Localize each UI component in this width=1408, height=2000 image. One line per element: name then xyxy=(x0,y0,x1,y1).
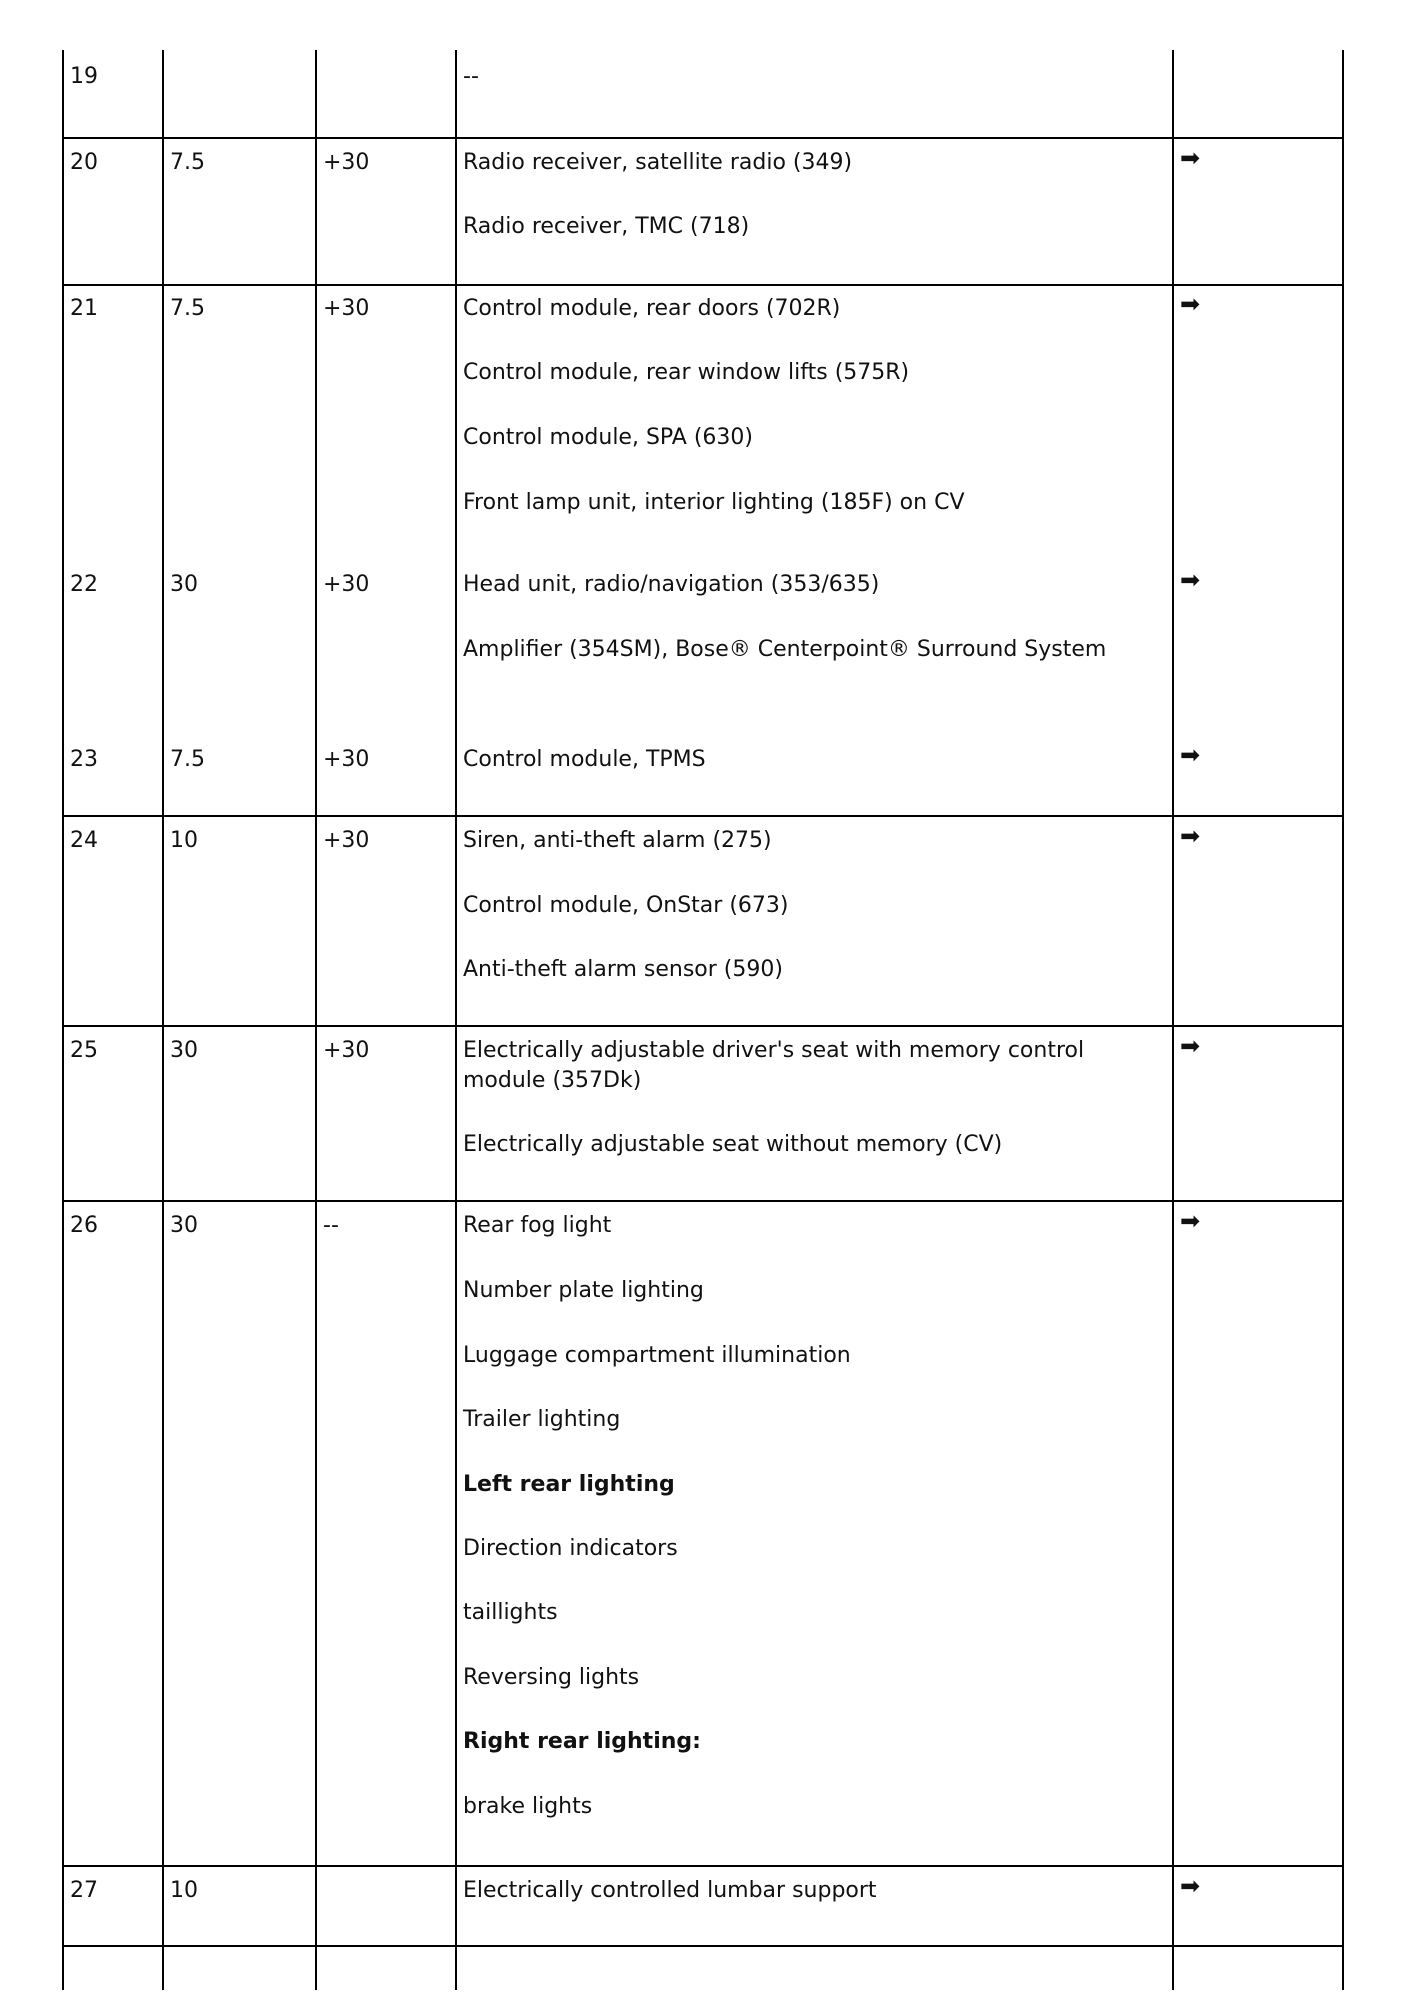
fuse-number: 26 xyxy=(70,1213,98,1238)
fuse-description: Anti-theft alarm sensor (590) xyxy=(463,957,783,982)
fuse-description: Electrically adjustable driver's seat with memory control module (357Dk) xyxy=(463,1038,1085,1093)
fuse-amperage: 10 xyxy=(170,1878,198,1903)
fuse-description: Siren, anti-theft alarm (275) xyxy=(463,828,772,853)
fuse-amperage: 7.5 xyxy=(170,747,205,772)
column-divider xyxy=(162,50,164,1990)
fuse-terminal: -- xyxy=(323,1213,339,1238)
fuse-description: Head unit, radio/navigation (353/635) xyxy=(463,572,880,597)
row-divider xyxy=(62,284,1344,286)
fuse-description: Control module, rear doors (702R) xyxy=(463,296,841,321)
right-arrow-icon[interactable]: ➡ xyxy=(1180,1032,1201,1060)
fuse-description: -- xyxy=(463,64,479,89)
fuse-number: 22 xyxy=(70,572,98,597)
fuse-number: 24 xyxy=(70,828,98,853)
fuse-amperage: 30 xyxy=(170,1213,198,1238)
right-arrow-icon[interactable]: ➡ xyxy=(1180,290,1201,318)
row-divider xyxy=(62,1025,1344,1027)
fuse-section-heading: Right rear lighting: xyxy=(463,1729,701,1754)
fuse-amperage: 30 xyxy=(170,572,198,597)
fuse-amperage: 30 xyxy=(170,1038,198,1063)
fuse-description: Control module, rear window lifts (575R) xyxy=(463,360,910,385)
row-divider xyxy=(62,1945,1344,1947)
right-arrow-icon[interactable]: ➡ xyxy=(1180,741,1201,769)
fuse-description: Direction indicators xyxy=(463,1536,678,1561)
fuse-description: Control module, TPMS xyxy=(463,747,706,772)
table-border-left xyxy=(62,50,64,1990)
table-border-right xyxy=(1342,50,1344,1990)
fuse-number: 25 xyxy=(70,1038,98,1063)
fuse-description: Front lamp unit, interior lighting (185F) on CV xyxy=(463,490,965,515)
fuse-terminal: +30 xyxy=(323,296,370,321)
right-arrow-icon[interactable]: ➡ xyxy=(1180,144,1201,172)
fuse-number: 21 xyxy=(70,296,98,321)
right-arrow-icon[interactable]: ➡ xyxy=(1180,822,1201,850)
fuse-terminal: +30 xyxy=(323,150,370,175)
fuse-amperage: 10 xyxy=(170,828,198,853)
right-arrow-icon[interactable]: ➡ xyxy=(1180,1207,1201,1235)
fuse-description: Electrically adjustable seat without memory (CV) xyxy=(463,1132,1003,1157)
fuse-description: Radio receiver, TMC (718) xyxy=(463,214,750,239)
fuse-amperage: 7.5 xyxy=(170,296,205,321)
fuse-terminal: +30 xyxy=(323,747,370,772)
row-divider xyxy=(62,1865,1344,1867)
fuse-description: Trailer lighting xyxy=(463,1407,621,1432)
fuse-description: Electrically controlled lumbar support xyxy=(463,1878,877,1903)
right-arrow-icon[interactable]: ➡ xyxy=(1180,566,1201,594)
fuse-description: brake lights xyxy=(463,1794,593,1819)
fuse-number: 19 xyxy=(70,64,98,89)
row-divider xyxy=(62,815,1344,817)
fuse-description: Rear fog light xyxy=(463,1213,612,1238)
right-arrow-icon[interactable]: ➡ xyxy=(1180,1872,1201,1900)
fuse-description: Control module, SPA (630) xyxy=(463,425,753,450)
fuse-terminal: +30 xyxy=(323,572,370,597)
fuse-description: Control module, OnStar (673) xyxy=(463,893,789,918)
column-divider xyxy=(315,50,317,1990)
column-divider xyxy=(1172,50,1174,1990)
fuse-description: Number plate lighting xyxy=(463,1278,704,1303)
row-divider xyxy=(62,137,1344,139)
fuse-description: Radio receiver, satellite radio (349) xyxy=(463,150,853,175)
fuse-number: 23 xyxy=(70,747,98,772)
column-divider xyxy=(455,50,457,1990)
fuse-amperage: 7.5 xyxy=(170,150,205,175)
row-divider xyxy=(62,1200,1344,1202)
fuse-number: 27 xyxy=(70,1878,98,1903)
fuse-number: 20 xyxy=(70,150,98,175)
fuse-terminal: +30 xyxy=(323,828,370,853)
fuse-description: taillights xyxy=(463,1600,558,1625)
fuse-terminal: +30 xyxy=(323,1038,370,1063)
fuse-description: Amplifier (354SM), Bose® Centerpoint® Surround System xyxy=(463,637,1107,662)
fuse-section-heading: Left rear lighting xyxy=(463,1472,675,1497)
fuse-description: Reversing lights xyxy=(463,1665,640,1690)
fuse-description: Luggage compartment illumination xyxy=(463,1343,851,1368)
